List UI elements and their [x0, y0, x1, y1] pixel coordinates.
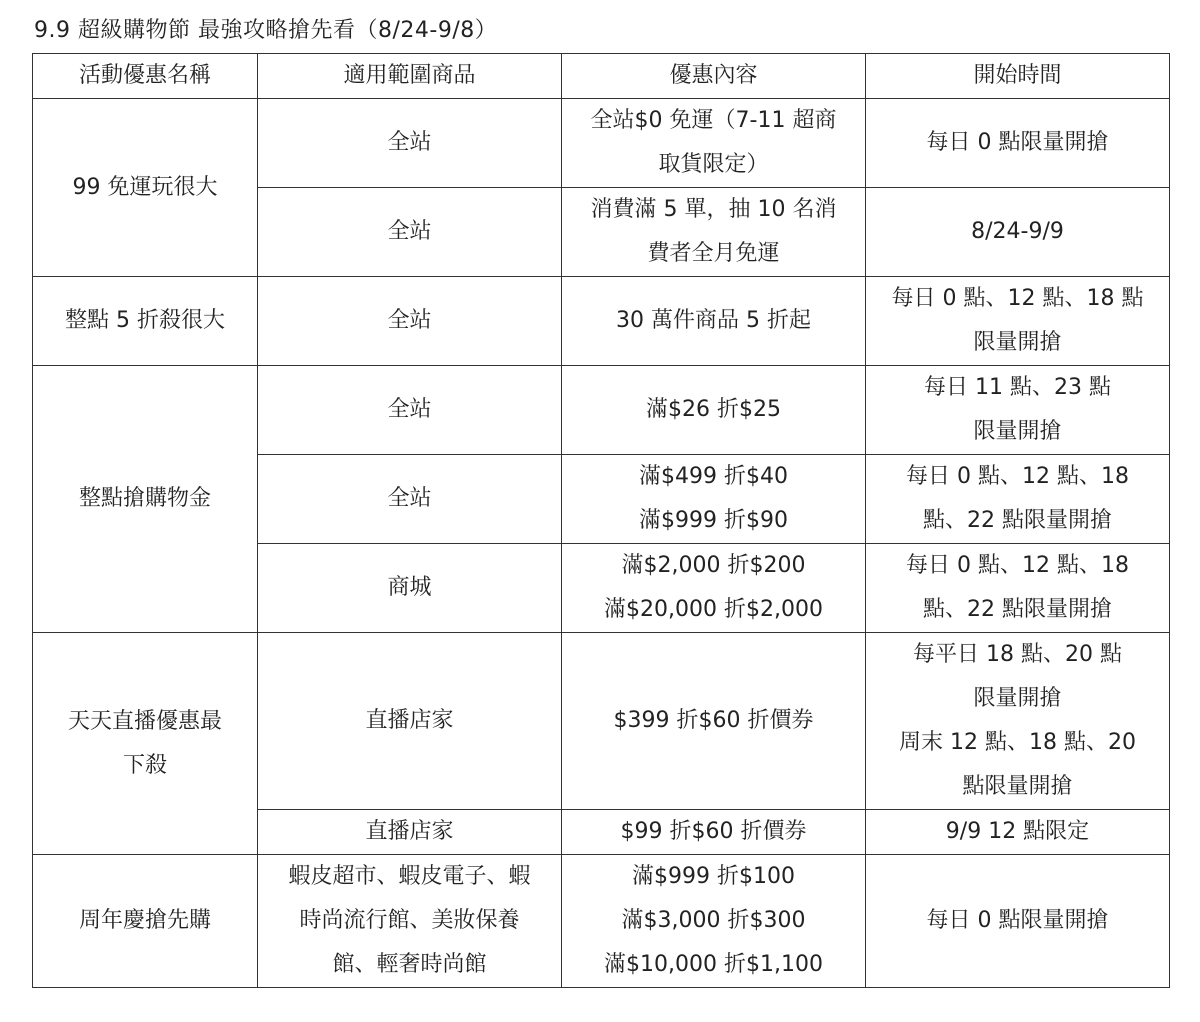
offer-cell-line: 滿$2,000 折$200	[621, 553, 806, 578]
time-cell-line: 9/9 12 點限定	[945, 819, 1090, 844]
table-row	[33, 633, 1170, 810]
offer-cell-line: 滿$999 折$100	[632, 864, 795, 889]
scope-cell	[258, 99, 562, 188]
scope-cell-line: 蝦皮超市、蝦皮電子、蝦	[288, 864, 531, 889]
offer-cell-line: $399 折$60 折價券	[613, 708, 814, 733]
offer-cell-line: 滿$20,000 折$2,000	[604, 597, 823, 622]
time-cell-line: 周末 12 點、18 點、20	[899, 730, 1136, 755]
time-cell	[866, 855, 1170, 988]
time-cell-line: 點、22 點限量開搶	[923, 597, 1112, 622]
campaign-name-cell	[33, 277, 258, 366]
scope-cell	[258, 366, 562, 455]
offer-cell	[562, 855, 866, 988]
time-cell	[866, 277, 1170, 366]
offer-cell-line: 取貨限定）	[658, 152, 769, 177]
offer-cell-line: 費者全月免運	[647, 241, 780, 266]
offer-cell	[562, 366, 866, 455]
scope-cell	[258, 855, 562, 988]
time-cell	[866, 366, 1170, 455]
promo-table	[32, 53, 1170, 988]
document-title: 9.9 超級購物節 最強攻略搶先看（8/24-9/8）	[34, 18, 498, 43]
table-row	[33, 277, 1170, 366]
time-cell-line: 限量開搶	[973, 686, 1062, 711]
scope-cell-line: 全站	[387, 486, 432, 511]
offer-cell	[562, 277, 866, 366]
scope-cell-line: 全站	[387, 397, 432, 422]
campaign-name-cell-line: 天天直播優惠最	[67, 708, 222, 734]
table-body	[33, 99, 1170, 988]
time-cell-line: 每日 0 點、12 點、18	[906, 553, 1129, 578]
offer-cell-line: 滿$10,000 折$1,100	[604, 952, 823, 977]
header-time: 開始時間	[866, 54, 1170, 99]
time-cell-line: 每日 0 點、12 點、18 點	[891, 286, 1144, 311]
offer-cell-line: $99 折$60 折價券	[620, 819, 807, 844]
campaign-name-cell	[33, 855, 258, 988]
scope-cell	[258, 544, 562, 633]
campaign-name-cell	[33, 99, 258, 277]
time-cell	[866, 99, 1170, 188]
offer-cell	[562, 99, 866, 188]
header-row	[33, 54, 1170, 99]
scope-cell-line: 全站	[387, 308, 432, 333]
time-cell-line: 點、22 點限量開搶	[923, 508, 1112, 533]
scope-cell-line: 全站	[387, 130, 432, 155]
table-row	[33, 99, 1170, 188]
time-cell-line: 限量開搶	[973, 330, 1062, 355]
scope-cell	[258, 455, 562, 544]
time-cell-line: 點限量開搶	[962, 774, 1073, 799]
campaign-name-cell-line: 整點 5 折殺很大	[65, 308, 225, 333]
offer-cell-line: 滿$499 折$40	[639, 464, 788, 489]
scope-cell	[258, 188, 562, 277]
time-cell-line: 每日 0 點限量開搶	[926, 908, 1109, 933]
time-cell-line: 每日 0 點、12 點、18	[906, 464, 1129, 489]
campaign-name-cell-line: 下殺	[122, 752, 167, 778]
offer-cell-line: 全站$0 免運（7-11 超商	[590, 108, 837, 133]
scope-cell-line: 時尚流行館、美妝保養	[299, 908, 520, 933]
header-scope: 適用範圍商品	[258, 54, 562, 99]
scope-cell-line: 全站	[387, 219, 432, 244]
campaign-name-cell-line: 整點搶購物金	[78, 486, 211, 511]
time-cell	[866, 633, 1170, 810]
campaign-name-cell-line: 99 免運玩很大	[72, 174, 218, 200]
offer-cell-line: 滿$26 折$25	[646, 397, 781, 422]
offer-cell	[562, 455, 866, 544]
campaign-name-cell	[33, 633, 258, 855]
time-cell	[866, 810, 1170, 855]
time-cell-line: 每日 11 點、23 點	[924, 375, 1111, 400]
scope-cell-line: 商城	[387, 575, 432, 600]
header-name: 活動優惠名稱	[33, 54, 258, 99]
scope-cell	[258, 633, 562, 810]
scope-cell	[258, 277, 562, 366]
table-row	[33, 855, 1170, 988]
scope-cell-line: 直播店家	[365, 819, 454, 844]
offer-cell	[562, 810, 866, 855]
campaign-name-cell	[33, 366, 258, 633]
campaign-name-cell-line: 周年慶搶先購	[78, 908, 211, 933]
time-cell	[866, 188, 1170, 277]
time-cell	[866, 455, 1170, 544]
offer-cell-line: 滿$999 折$90	[639, 508, 788, 533]
offer-cell	[562, 633, 866, 810]
table-row	[33, 366, 1170, 455]
scope-cell-line: 直播店家	[365, 708, 454, 733]
time-cell	[866, 544, 1170, 633]
scope-cell	[258, 810, 562, 855]
offer-cell	[562, 188, 866, 277]
offer-cell	[562, 544, 866, 633]
offer-cell-line: 滿$3,000 折$300	[621, 908, 806, 933]
header-offer: 優惠內容	[562, 54, 866, 99]
scope-cell-line: 館、輕奢時尚館	[332, 952, 487, 977]
time-cell-line: 每平日 18 點、20 點	[913, 642, 1122, 667]
time-cell-line: 8/24-9/9	[971, 219, 1064, 244]
offer-cell-line: 30 萬件商品 5 折起	[616, 308, 811, 333]
time-cell-line: 限量開搶	[973, 419, 1062, 444]
offer-cell-line: 消費滿 5 單，抽 10 名消	[590, 197, 837, 222]
time-cell-line: 每日 0 點限量開搶	[926, 130, 1109, 155]
